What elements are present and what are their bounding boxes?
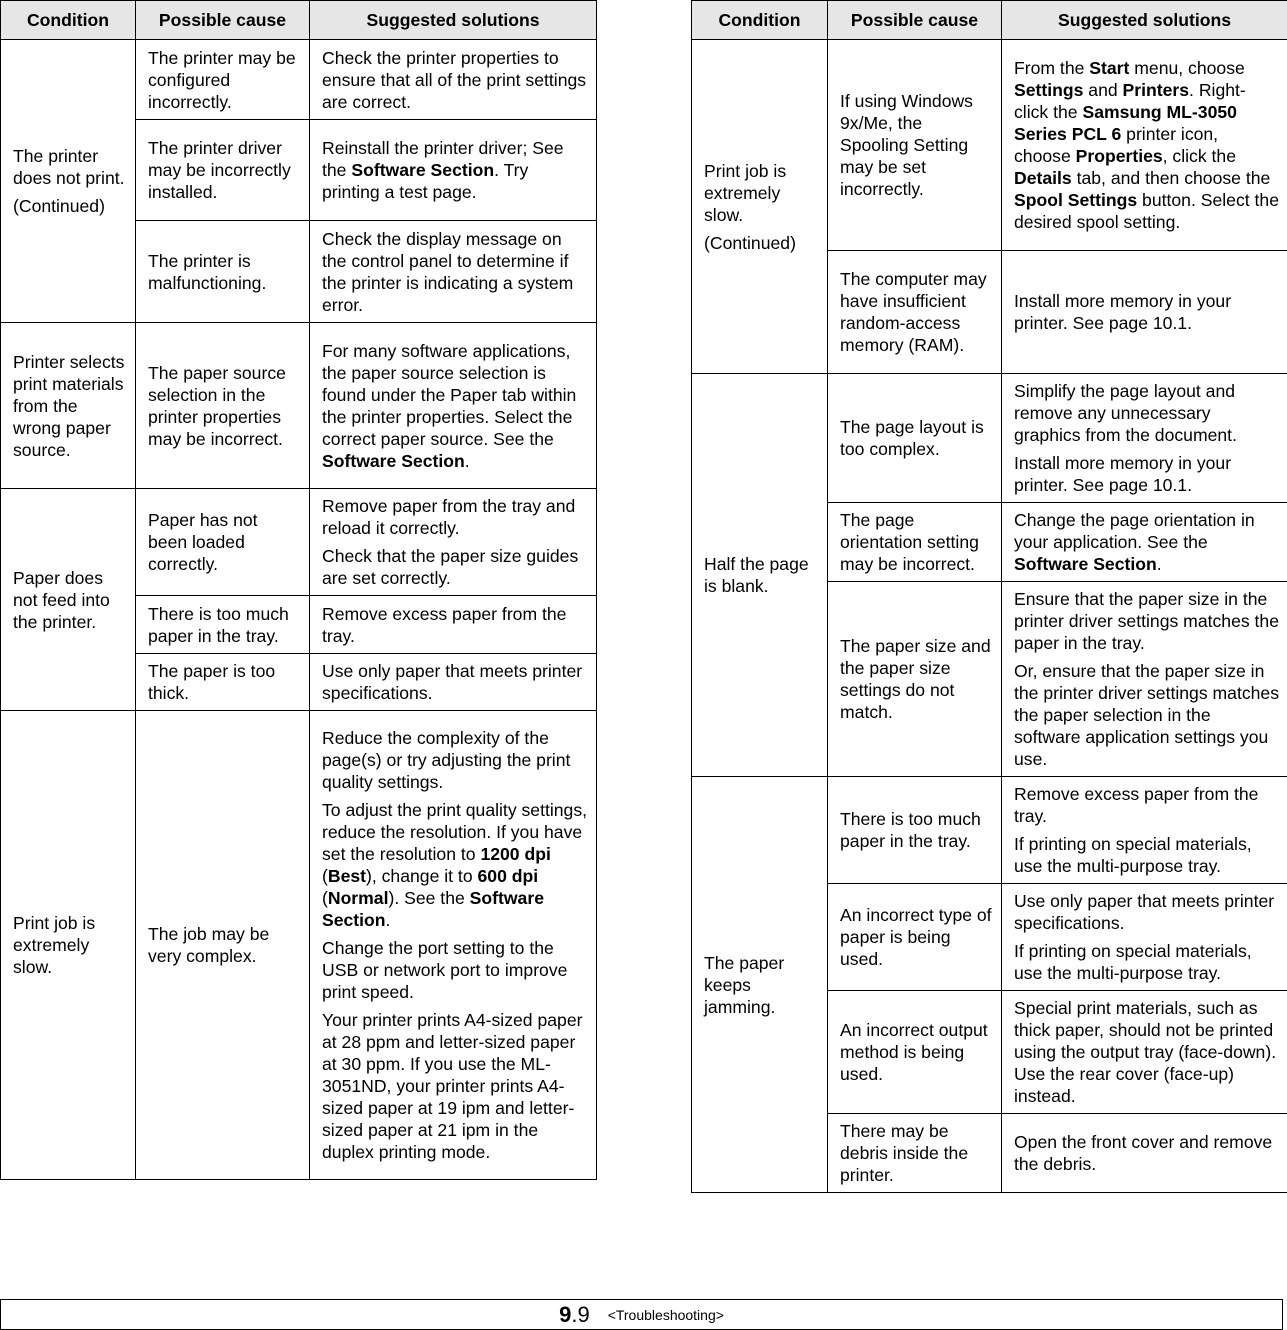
solution-cell: Use only paper that meets printer specifications. If printing on special materials, use the multi-purpose tray.: [1002, 884, 1287, 991]
table-header-row: [1, 1, 597, 40]
cause-cell: The page orientation setting may be incorrect.: [828, 503, 1002, 582]
condition-cell: The paper keeps jamming.: [692, 777, 828, 1193]
solution-cell: Install more memory in your printer. See page 10.1.: [1002, 251, 1287, 374]
header-possible-cause: Possible cause: [828, 1, 1002, 40]
condition-text: The printer does not print.: [13, 146, 125, 188]
cause-cell: The paper size and the paper size settings do not match.: [828, 582, 1002, 777]
solution-cell: Ensure that the paper size in the printer driver settings matches the paper in the tray. Or, ensure that the paper size in the printer driver settings matches the paper selection in the software application settings you use.: [1002, 582, 1287, 777]
section-label: <Troubleshooting>: [607, 1306, 724, 1323]
cause-cell: The printer is malfunctioning.: [136, 221, 310, 323]
solution-cell: Open the front cover and remove the debris.: [1002, 1114, 1287, 1193]
cause-cell: If using Windows 9x/Me, the Spooling Setting may be set incorrectly.: [828, 40, 1002, 251]
table-row: [692, 374, 1287, 503]
cause-cell: There is too much paper in the tray.: [136, 596, 310, 654]
page-footer: [0, 1299, 1283, 1330]
header-possible-cause: Possible cause: [136, 1, 310, 40]
cause-cell: An incorrect type of paper is being used.: [828, 884, 1002, 991]
condition-cell: Print job is extremely slow.: [1, 711, 136, 1180]
condition-cell: Half the page is blank.: [692, 374, 828, 777]
solution-cell: From the Start menu, choose Settings and Printers. Right-click the Samsung ML-3050 Series PCL 6 printer icon, choose Properties, click the Details tab, and then choose the Spool Settings button. Select the desired spool setting.: [1002, 40, 1287, 251]
cause-cell: The page layout is too complex.: [828, 374, 1002, 503]
solution-cell: Remove excess paper from the tray. If printing on special materials, use the multi-purpose tray.: [1002, 777, 1287, 884]
table-row: [692, 40, 1287, 251]
solution-cell: Simplify the page layout and remove any unnecessary graphics from the document. Install more memory in your printer. See page 10.1.: [1002, 374, 1287, 503]
cause-cell: The computer may have insufficient random-access memory (RAM).: [828, 251, 1002, 374]
condition-cell: Paper does not feed into the printer.: [1, 489, 136, 711]
condition-cell: Printer selects print materials from the wrong paper source.: [1, 323, 136, 489]
table-row: [1, 489, 597, 596]
cause-cell: The paper source selection in the printer properties may be incorrect.: [136, 323, 310, 489]
condition-text: Print job is extremely slow.: [704, 160, 787, 225]
solution-cell: Check the printer properties to ensure that all of the print settings are correct.: [310, 40, 597, 120]
chapter-number: 9: [559, 1301, 572, 1327]
cause-cell: The job may be very complex.: [136, 711, 310, 1180]
continued-label: (Continued): [704, 232, 796, 253]
solution-cell: Remove paper from the tray and reload it correctly. Check that the paper size guides are set correctly.: [310, 489, 597, 596]
page-number: .9: [571, 1301, 590, 1327]
solution-cell: Remove excess paper from the tray.: [310, 596, 597, 654]
table-header-row: [692, 1, 1287, 40]
cause-cell: The printer may be configured incorrectly.: [136, 40, 310, 120]
cause-cell: The printer driver may be incorrectly installed.: [136, 120, 310, 221]
condition-cell: [692, 40, 828, 374]
cause-cell: Paper has not been loaded correctly.: [136, 489, 310, 596]
condition-cell: [1, 40, 136, 323]
solution-cell: Change the page orientation in your application. See the Software Section.: [1002, 503, 1287, 582]
table-row: [1, 711, 597, 1180]
table-row: [692, 777, 1287, 884]
solution-cell: For many software applications, the paper source selection is found under the Paper tab within the printer properties. Select the correct paper source. See the Software Section.: [310, 323, 597, 489]
table-row: [1, 323, 597, 489]
solution-cell: Reinstall the printer driver; See the Software Section. Try printing a test page.: [310, 120, 597, 221]
cause-cell: An incorrect output method is being used.: [828, 991, 1002, 1114]
table-row: [1, 40, 597, 120]
cause-cell: The paper is too thick.: [136, 654, 310, 711]
header-condition: Condition: [1, 1, 136, 40]
solution-cell: Check the display message on the control panel to determine if the printer is indicating a system error.: [310, 221, 597, 323]
header-condition: Condition: [692, 1, 828, 40]
header-suggested-solutions: Suggested solutions: [310, 1, 597, 40]
troubleshooting-table-left: [0, 0, 597, 1180]
troubleshooting-table-right: [691, 0, 1287, 1193]
cause-cell: There may be debris inside the printer.: [828, 1114, 1002, 1193]
solution-cell: Use only paper that meets printer specifications.: [310, 654, 597, 711]
solution-cell: Special print materials, such as thick paper, should not be printed using the output tray (face-down). Use the rear cover (face-up) instead.: [1002, 991, 1287, 1114]
continued-label: (Continued): [13, 196, 105, 216]
cause-cell: There is too much paper in the tray.: [828, 777, 1002, 884]
solution-cell: Reduce the complexity of the page(s) or try adjusting the print quality settings. To adjust the print quality settings, reduce the resolution. If you have set the resolution to 1200 dpi (Best), change it to 600 dpi (Normal). See the Software Section. Change the port setting to the USB or network port to improve print speed. Your printer prints A4-sized paper at 28 ppm and letter-sized paper at 30 ppm. If you use the ML-3051ND, your printer prints A4-sized paper at 19 ipm and letter-sized paper at 21 ipm in the duplex printing mode.: [310, 711, 597, 1180]
header-suggested-solutions: Suggested solutions: [1002, 1, 1287, 40]
